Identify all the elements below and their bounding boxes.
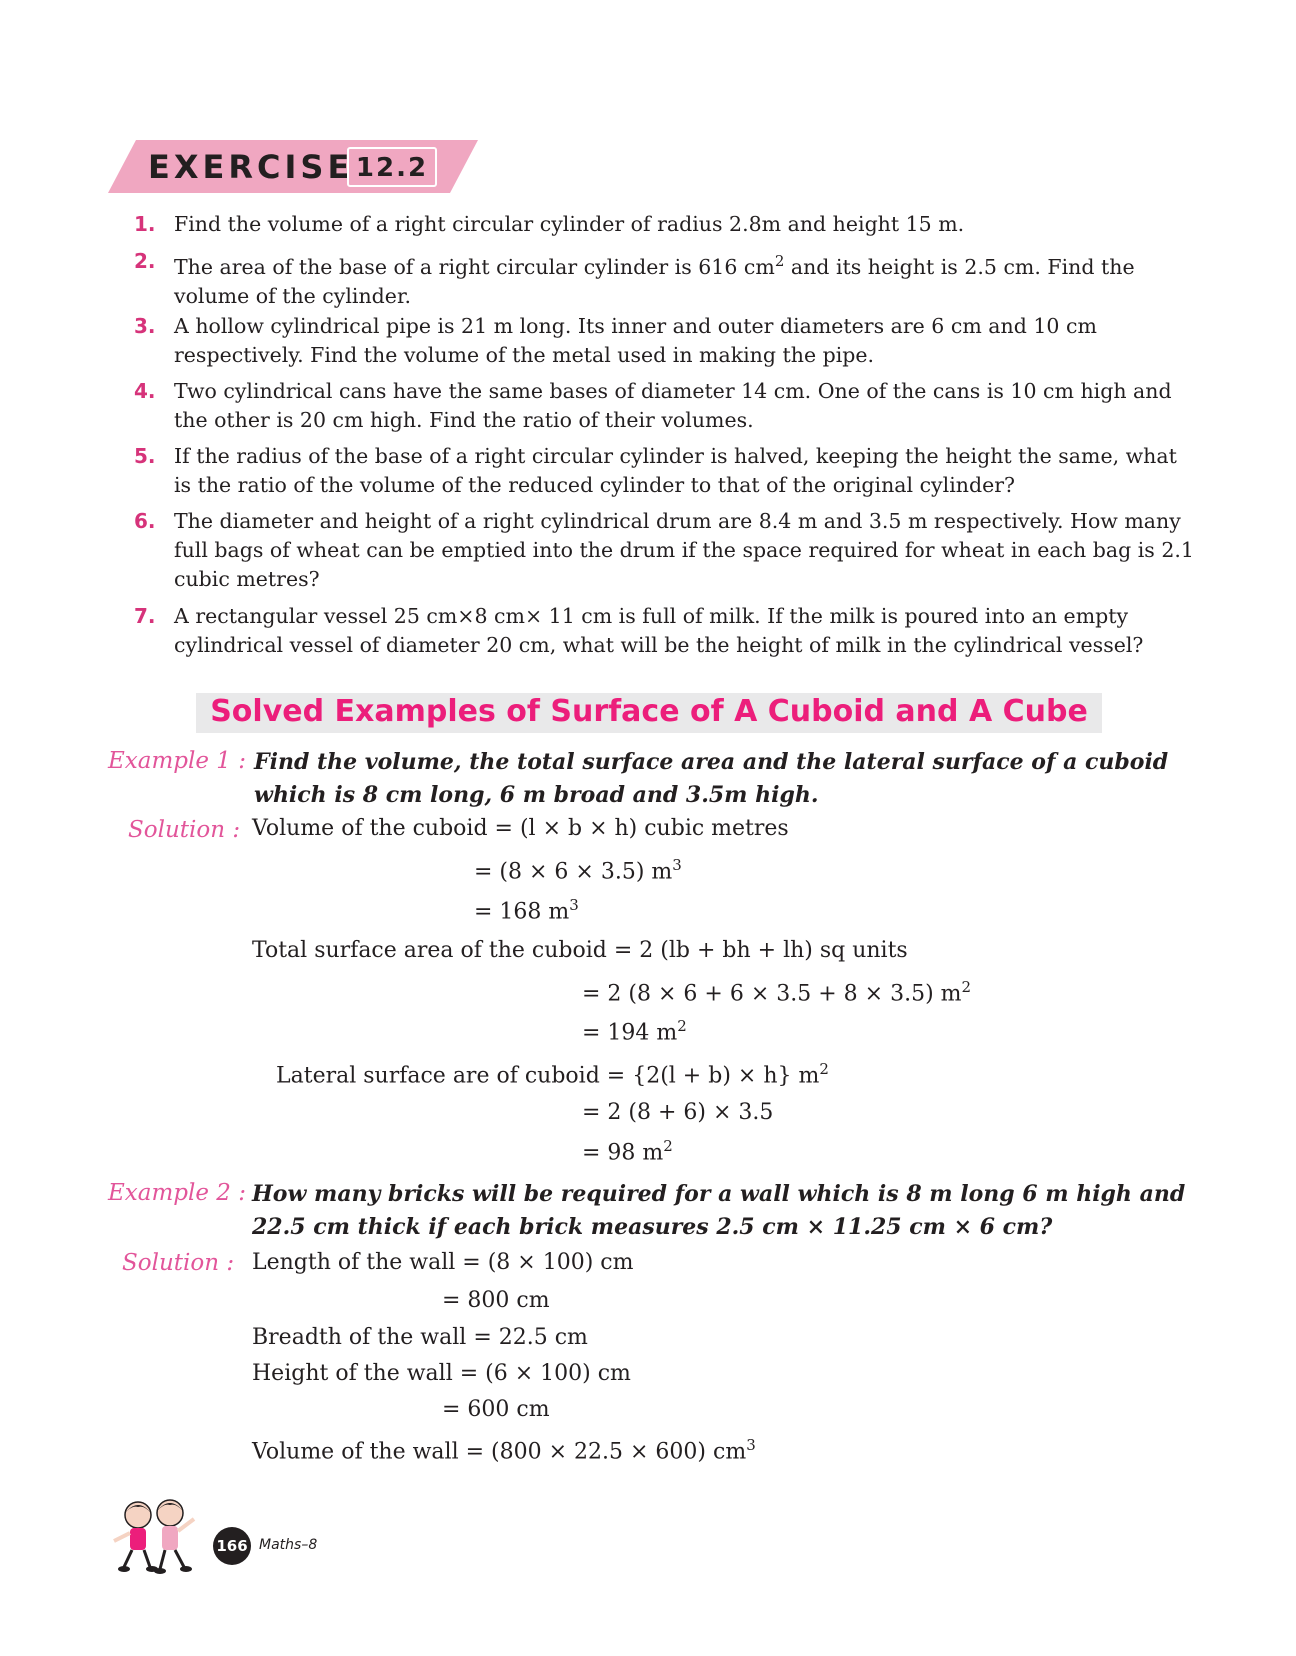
question-text: The diameter and height of a right cylindrical drum are 8.4 m and 3.5 m respectively. How many full bags of wheat can be emptied into the drum if the space required for wheat in each bag is 2.1 cubic metres? <box>174 509 1194 591</box>
solution-line: Volume of the cuboid = (l × b × h) cubic metres <box>252 816 789 841</box>
solution-line: Height of the wall = (6 × 100) cm <box>252 1361 631 1386</box>
solution-line: = (8 × 6 × 3.5) $m^3$ <box>474 856 682 885</box>
question-3 <box>134 312 1194 370</box>
example-1-question: Find the volume, the total surface area and the lateral surface of a cuboid which is 8 cm long, 6 m broad and 3.5m high. <box>254 749 1169 808</box>
exercise-number: 12.2 <box>355 153 429 183</box>
book-name: Maths–8 <box>259 1537 318 1553</box>
question-number: 5. <box>134 444 156 468</box>
example-1-solution-label: Solution : <box>128 817 241 843</box>
question-number: 1. <box>134 212 156 236</box>
kids-illustration <box>108 1495 200 1577</box>
question-text: A rectangular vessel 25 cm×8 cm× 11 cm is full of milk. If the milk is poured into an empty cylindrical vessel of diameter 20 cm, what will be the height of milk in the cylindrical vessel? <box>174 604 1144 657</box>
solution-line: = 2 (8 × 6 + 6 × 3.5 + 8 × 3.5) $m^2$ <box>582 978 972 1007</box>
question-number: 3. <box>134 314 156 338</box>
question-text: Two cylindrical cans have the same bases of diameter 14 cm. One of the cans is 10 cm high and the other is 20 cm high. Find the ratio of their volumes. <box>174 379 1172 432</box>
question-text: If the radius of the base of a right circular cylinder is halved, keeping the height the same, what is the ratio of the volume of the reduced cylinder to that of the original cylinder? <box>174 444 1177 497</box>
question-number: 6. <box>134 509 156 533</box>
solution-line: Lateral surface are of cuboid = {2(l + b) × h} $m^2$ <box>276 1060 829 1089</box>
example-1-label: Example 1 : <box>108 748 246 774</box>
question-text: The area of the base of a right circular cylinder is 616 $cm^2$ and its height is 2.5 cm. Find the volume of the cylinder. <box>174 252 1135 308</box>
question-number: 2. <box>134 249 156 273</box>
question-1 <box>134 210 1194 239</box>
question-7 <box>134 602 1194 660</box>
exercise-title: EXERCISE <box>148 148 354 186</box>
solution-line: Total surface area of the cuboid = 2 (lb + bh + lh) sq units <box>252 938 908 963</box>
example-2-label: Example 2 : <box>108 1180 246 1206</box>
question-6 <box>134 507 1194 594</box>
example-2-solution-label: Solution : <box>122 1250 235 1276</box>
example-2-question: How many bricks will be required for a wall which is 8 m long 6 m high and 22.5 cm thick if each brick measures 2.5 cm × 11.25 cm × 6 cm? <box>252 1181 1186 1240</box>
page-number: 166 <box>213 1527 251 1565</box>
question-text: A hollow cylindrical pipe is 21 m long. Its inner and outer diameters are 6 cm and 10 cm respectively. Find the volume of the metal used in making the pipe. <box>174 314 1097 367</box>
solution-line: Breadth of the wall = 22.5 cm <box>252 1325 588 1350</box>
solution-line: Volume of the wall = (800 × 22.5 × 600) $cm^3$ <box>252 1436 756 1465</box>
question-2 <box>134 247 1194 311</box>
question-text: Find the volume of a right circular cylinder of radius 2.8m and height 15 m. <box>174 212 965 236</box>
section-title: Solved Examples of Surface of A Cuboid and A Cube <box>210 694 1088 729</box>
question-4 <box>134 377 1194 435</box>
question-number: 4. <box>134 379 156 403</box>
solution-line: Length of the wall = (8 × 100) cm <box>252 1250 634 1275</box>
question-number: 7. <box>134 604 156 628</box>
question-5 <box>134 442 1194 500</box>
solution-line: = 194 $m^2$ <box>582 1017 687 1046</box>
solution-line: = 168 $m^3$ <box>474 896 579 925</box>
solution-line: = 98 $m^2$ <box>582 1137 673 1166</box>
solution-line: = 600 cm <box>442 1397 550 1422</box>
solution-line: = 2 (8 + 6) × 3.5 <box>582 1100 774 1125</box>
solution-line: = 800 cm <box>442 1288 550 1313</box>
